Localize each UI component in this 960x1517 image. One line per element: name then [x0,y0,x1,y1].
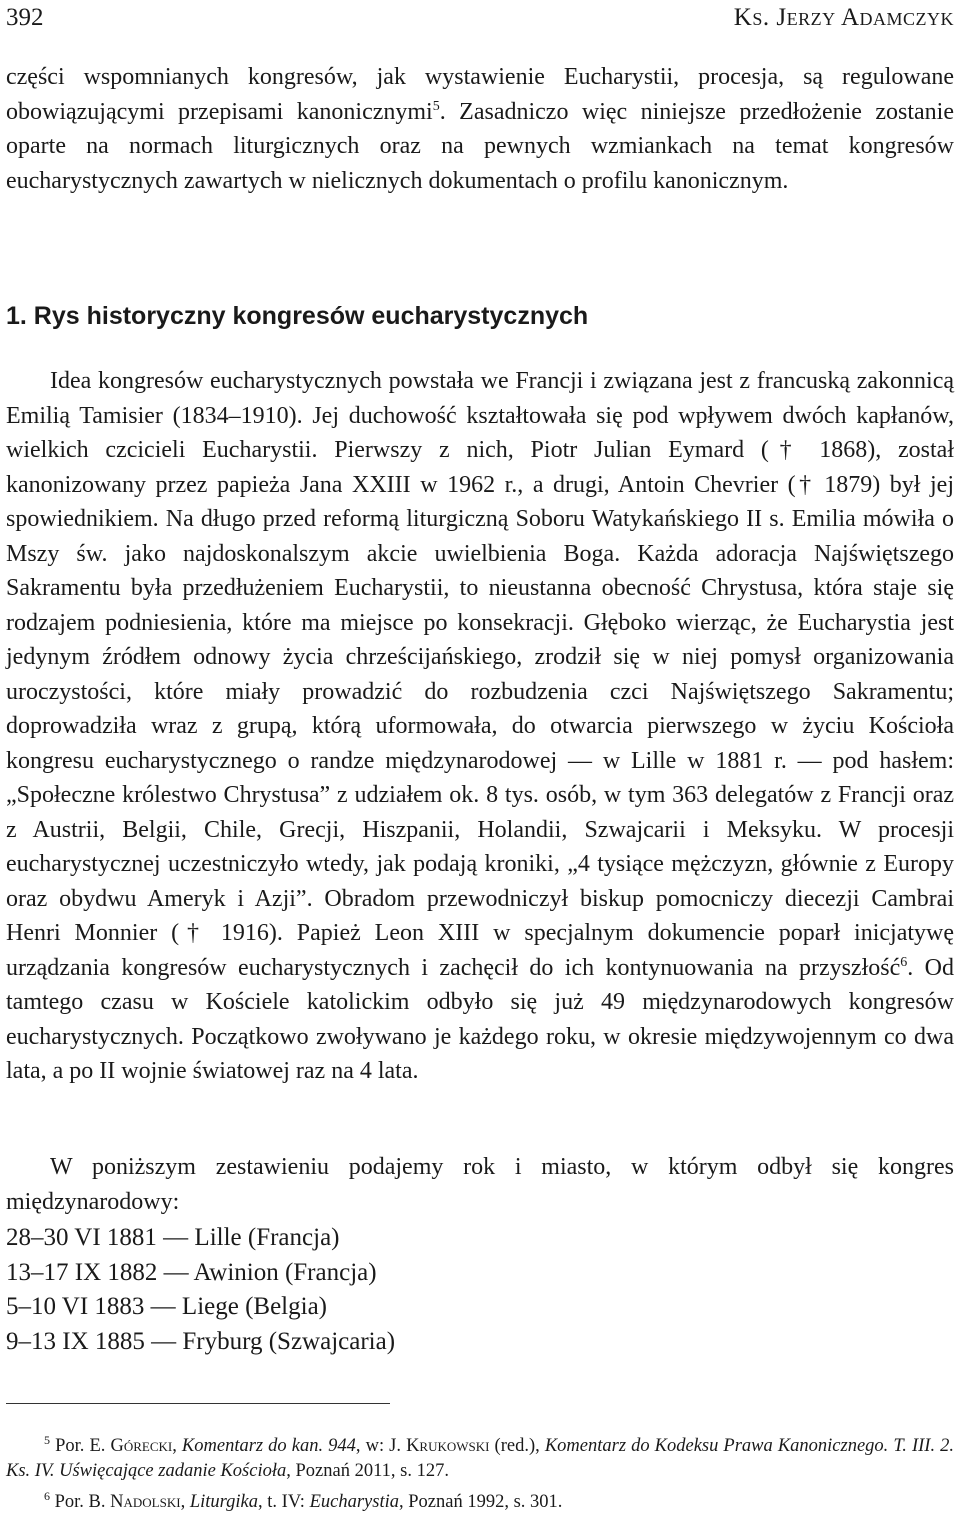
history-text-part-2: . Od tamtego czasu w Kościele katolickim odbyło się już 49 międzynarodowych kongresów eucharystycznych. Początkowo zwoływano je każdego roku, w okresie międzywojennym co dwa lata, a po II wojnie światowej raz na 4 lata. [6,954,954,1084]
footnote-work: Komentarz do Kodeksu Prawa Kanonicznego. T. III. 2. Ks. IV. Uświęcające zadanie Kościoła [6,1436,955,1482]
intro-text-part-1: części wspomnianych kongresów, jak wystawienie Eucharystii, procesja, są regulowane obowiązującymi przepisami kanonicznymi [6,64,954,125]
footnote-5 [6,1428,954,1484]
footnote-text: , [180,1492,190,1513]
congress-list [6,1221,395,1359]
section-heading: 1. Rys historyczny kongresów eucharystycznych [6,302,589,330]
footnote-ref-5[interactable]: 5 [432,98,440,114]
footnote-author: Górecki [110,1436,173,1457]
footnote-marker: 5 [44,1433,50,1447]
congress-list-item: 13–17 IX 1882 — Awinion (Francja) [6,1258,377,1286]
footnotes [6,1428,954,1515]
footnote-text: , Poznań 2011, s. 127. [286,1461,449,1482]
footnote-editor: Krukowski [406,1436,490,1457]
congress-list-item: 9–13 IX 1885 — Fryburg (Szwajcaria) [6,1327,396,1355]
running-head-author: Ks. Jerzy Adamczyk [733,4,954,31]
footnote-6 [6,1484,954,1515]
footnote-title: Liturgika [189,1492,259,1513]
footnote-title: Komentarz do kan. 944 [181,1436,356,1457]
intro-text-part-2: . Zasadniczo więc niniejsze przedłożenie zostanie oparte na normach liturgicznych oraz na pewnych wzmiankach na temat kongresów eucharystycznych zawartych w nielicznych dokumentach o profilu kanonicznym. [6,98,954,194]
list-intro-paragraph: W poniższym zestawieniu podajemy rok i miasto, w którym odbył się kongres międzynarodowy: [6,1154,954,1215]
footnote-text: (red.), [489,1436,545,1457]
footnote-text: , Poznań 1992, s. 301. [398,1492,563,1513]
footnote-text: , t. IV: [258,1492,310,1513]
footnote-ref-6[interactable]: 6 [900,954,908,970]
footnote-marker: 6 [44,1489,50,1504]
page-number: 392 [6,4,44,31]
congress-list-item: 5–10 VI 1883 — Liege (Belgia) [6,1293,327,1320]
footnote-work: Eucharystia [309,1492,399,1513]
footnote-author: Nadolski [110,1492,181,1513]
footnote-text: Por. B. [54,1492,111,1513]
footnote-text: , [172,1436,182,1457]
page-header [6,4,954,38]
intro-paragraph [6,60,954,198]
footnote-text: Por. E. [55,1436,111,1457]
footnote-separator [6,1403,390,1404]
history-text-part-1: Idea kongresów eucharystycznych powstała we Francji i związana jest z francuską zakonnicą Emilią Tamisier (1834–1910). Jej duchowość kształtowała się pod wpływem dwóch kapłanów, wielkich czcicieli Eucharystii. Pierwszy z nich, Piotr Julian Eymard († 1868), został kanonizowany przez papieża Jana XXIII w 1962 r., a drugi, Antoin Chevrier († 1879) był jej spowiednikiem. Na długo przed reformą liturgiczną Soboru Watykańskiego II s. Emilia mówiła o Mszy św. jako najdoskonalszym akcie uwielbienia Boga. Każda adoracja Najświętszego Sakramentu była przedłużeniem Eucharystii, to nieustanna obecność Chrystusa, która staje się rodzajem podniesienia, które ma miejsce po konsekracji. Głęboko wierząc, że Eucharystia jest jedynym źródłem odnowy życia chrześcijańskiego, zrodził się w niej pomysł organizowania uroczystości, które miały prowadzić do rozbudzenia czci Najświętszego Sakramentu; doprowadziła wraz z grupą, którą uformowała, do otwarcia pierwszego w życiu Kościoła kongresu eucharystycznego o randze międzynarodowej — w Lille w 1881 r. — pod hasłem: „Społeczne królestwo Chrystusa” z udziałem ok. 8 tys. osób, w tym 363 delegatów z Francji oraz z Austrii, Belgii, Chile, Grecji, Hiszpanii, Holandii, Szwajcarii i Meksyku. W procesji eucharystycznej uczestniczyło wtedy, jak podają kroniki, „4 tysiące mężczyzn, głównie z Europy oraz obydwu Ameryk i Azji”. Obradom przewodniczył biskup pomocniczy diecezji Cambrai Henri Monnier († 1916). Papież Leon XIII w specjalnym dokumencie poparł inicjatywę urządzania kongresów eucharystycznych i zachęcił do ich kontynuowania na przyszłość [6,368,954,981]
congress-list-item: 28–30 VI 1881 — Lille (Francja) [6,1224,340,1251]
footnote-text: , w: J. [355,1436,407,1457]
history-paragraph [6,364,954,1089]
